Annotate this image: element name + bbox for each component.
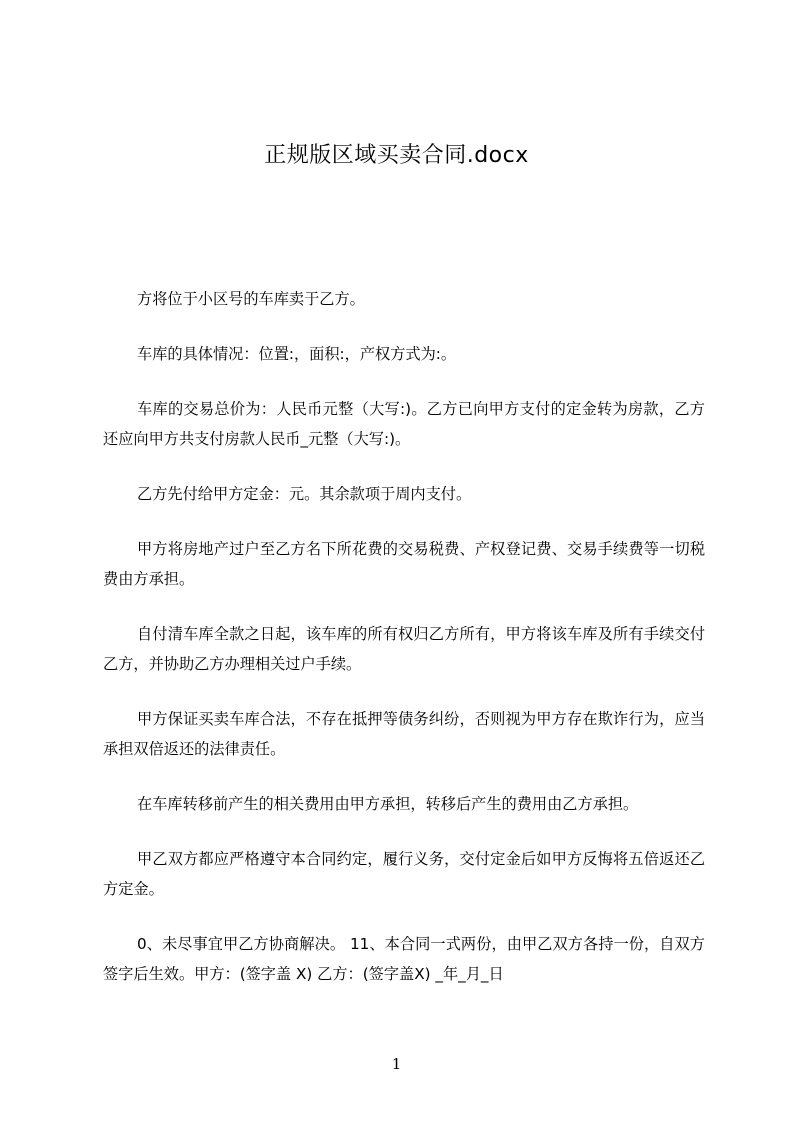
paragraph-6: 自付清车库全款之日起，该车库的所有权归乙方所有，甲方将该车库及所有手续交付乙方，并协助乙方办理相关过户手续。 (103, 625, 705, 673)
paragraph-8: 在车库转移前产生的相关费用由甲方承担，转移后产生的费用由乙方承担。 (137, 795, 639, 813)
paragraph-5: 甲方将房地产过户至乙方名下所花费的交易税费、产权登记费、交易手续费等一切税费由方承担。 (103, 540, 705, 588)
paragraph-1: 方将位于小区号的车库卖于乙方。 (137, 290, 365, 308)
paragraph-3: 车库的交易总价为：人民币元整（大写:)。乙方已向甲方支付的定金转为房款，乙方还应向甲方共支付房款人民币_元整（大写:)。 (103, 400, 705, 448)
page-number: 1 (391, 1055, 402, 1073)
paragraph-10: 0、未尽事宜甲乙方协商解决。 11、本合同一式两份，由甲乙双方各持一份，自双方签字后生效。甲方：(签字盖 X) 乙方：(签字盖X) _年_月_日 (103, 935, 705, 983)
paragraph-9: 甲乙双方都应严格遵守本合同约定，履行义务，交付定金后如甲方反悔将五倍返还乙方定金。 (103, 850, 705, 898)
paragraph-7: 甲方保证买卖车库合法，不存在抵押等债务纠纷，否则视为甲方存在欺诈行为，应当承担双倍返还的法律责任。 (103, 710, 705, 758)
document-body (103, 284, 705, 1014)
document-title: 正规版区域买卖合同.docx (264, 143, 529, 168)
paragraph-2: 车库的具体情况：位置:，面积:，产权方式为:。 (137, 345, 457, 363)
paragraph-4: 乙方先付给甲方定金：元。其余款项于周内支付。 (137, 485, 472, 503)
